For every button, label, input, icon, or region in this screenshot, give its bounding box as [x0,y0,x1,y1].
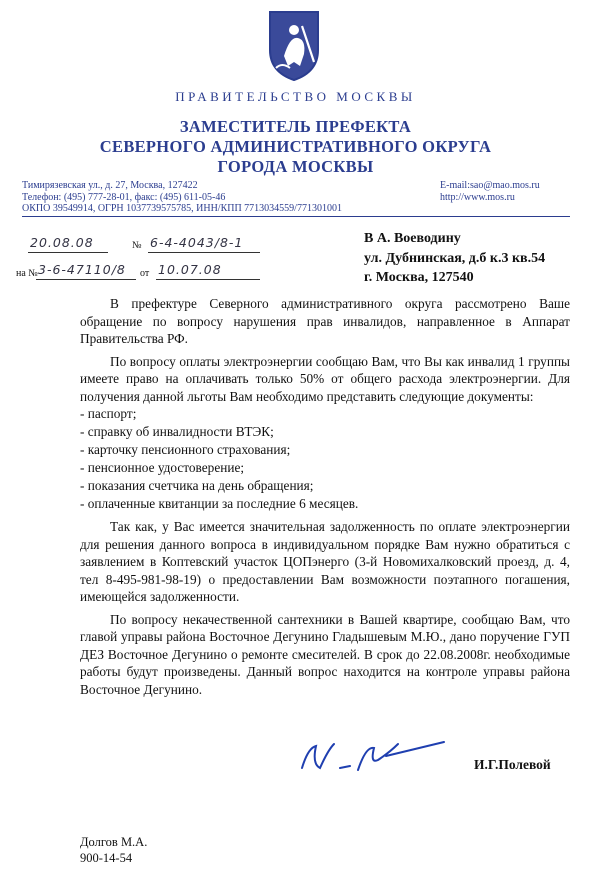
list-item: - показания счетчика на день обращения; [80,478,314,493]
reference-date-line [28,252,108,253]
header-divider [22,216,570,217]
reference-on-number-line [36,279,136,280]
body-paragraph-2: По вопросу оплаты электроэнергии сообщаю Вам, что Вы как инвалид 1 группы имеете право на оплачивать только 50% от общего расхода электроэнергии. Для получения данной льготы Вам необходимо представить следующие документы: [80,353,570,404]
reference-number-line [148,252,260,253]
signer-name: И.Г.Полевой [474,757,551,772]
header-website: http://www.mos.ru [440,191,515,203]
list-item: - карточку пенсионного страхования; [80,442,291,457]
reference-number-label: № [132,240,142,251]
documents-list [80,405,570,513]
reference-on-date-line [156,279,260,280]
government-name: ПРАВИТЕЛЬСТВО МОСКВЫ [175,89,416,104]
recipient-city: г. Москва, 127540 [364,270,474,285]
header-title-line-1: ЗАМЕСТИТЕЛЬ ПРЕФЕКТА [179,117,412,136]
letter-body [80,295,570,698]
reference-from-label: от [140,268,150,279]
reference-date: 20.08.08 [30,235,94,250]
moscow-coat-of-arms-icon [264,6,324,84]
recipient-street: ул. Дубнинская, д.б к.3 кв.54 [364,251,546,266]
list-item: - справку об инвалидности ВТЭК; [80,424,274,439]
header-email: E-mail:sao@mao.mos.ru [440,180,540,191]
list-item: - оплаченные квитанции за последние 6 месяцев. [80,496,359,511]
reference-on-number: 3-6-47110/8 [38,262,126,277]
header-title-line-2: СЕВЕРНОГО АДМИНИСТРАТИВНОГО ОКРУГА [99,137,492,156]
header-address: Тимирязевская ул., д. 27, Москва, 127422 [22,180,198,191]
executor-phone: 900-14-54 [80,851,133,865]
list-item: - пенсионное удостоверение; [80,460,245,475]
list-item: - паспорт; [80,406,137,421]
executor-name: Долгов М.А. [80,835,148,849]
body-paragraph-4: По вопросу некачественной сантехники в Вашей квартире, сообщаю Вам, что главой управы района Восточное Дегунино Гладышевым М.Ю., дано поручение ГУП ДЕЗ Восточное Дегунино о ремонте смесителей. В срок до 22.08.2008г. необходимые работы будут произведены. Данный вопрос находится на контроле управы района Восточное Дегунино. [80,611,570,697]
signature-image [294,738,454,778]
reference-number: 6-4-4043/8-1 [150,235,244,250]
reference-on-label: на № [16,268,38,279]
recipient-name: В А. Воеводину [364,231,461,246]
reference-on-date: 10.07.08 [158,262,222,277]
header-title-line-3: ГОРОДА МОСКВЫ [217,157,374,176]
header-phone: Телефон: (495) 777-28-01, факс: (495) 611-05-46 [22,191,226,203]
body-paragraph-3: Так как, у Вас имеется значительная задолженность по оплате электроэнергии для решения данного вопроса в индивидуальном порядке Вам нужно обратиться с заявлением в Коптевский участок ЦОПэнерго (3-й Новомихалковский проезд, д. 4, тел 8-495-981-98-19) о предоставлении Вам возможности поэтапного погашения, имеющейся задолженности. [80,519,570,604]
body-paragraph-1: В префектуре Северного административного округа рассмотрено Ваше обращение по вопросу нарушения прав инвалидов, направленное в Аппарат Правительства РФ. [80,296,570,346]
header-codes: ОКПО 39549914, ОГРН 1037739575785, ИНН/КПП 7713034559/771301001 [22,203,342,214]
